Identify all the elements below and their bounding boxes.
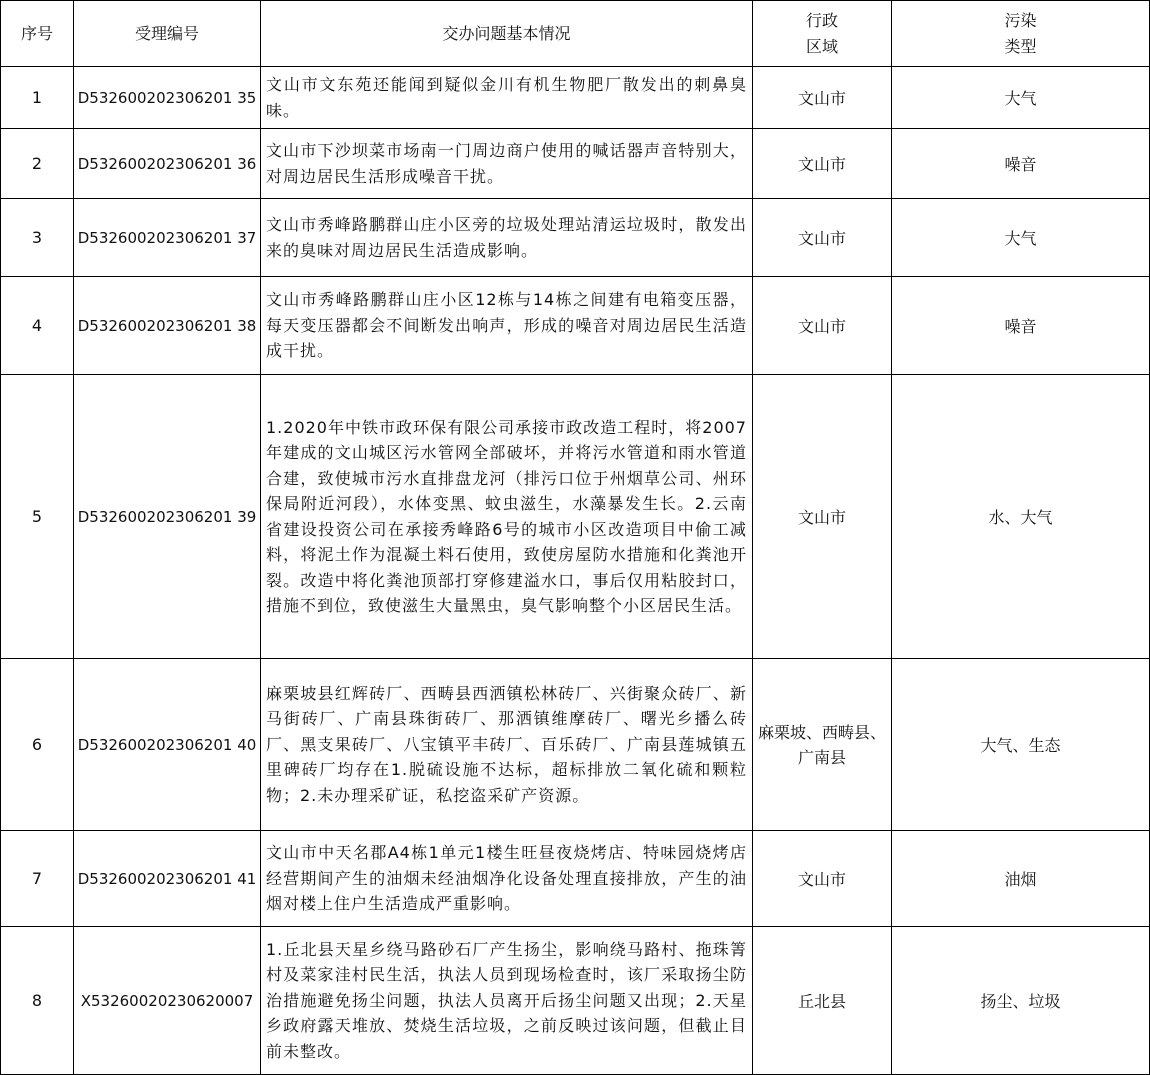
cell-desc: 文山市文东苑还能闻到疑似金川有机生物肥厂散发出的刺鼻臭味。: [261, 67, 753, 129]
table-row: [1, 67, 1150, 129]
header-type-line2: 类型: [1004, 36, 1037, 56]
cell-seq: 6: [1, 659, 74, 831]
cell-type: 噪音: [892, 129, 1150, 199]
cell-seq: 3: [1, 199, 74, 277]
cell-region: 文山市: [753, 199, 892, 277]
table-row: [1, 199, 1150, 277]
header-region-line2: 区域: [805, 36, 838, 56]
table-row: [1, 375, 1150, 659]
cell-region: 丘北县: [753, 927, 892, 1075]
table-row: [1, 129, 1150, 199]
cell-region: 文山市: [753, 277, 892, 375]
cell-code: D532600202306201 35: [74, 67, 261, 129]
cell-desc: 文山市秀峰路鹏群山庄小区12栋与14栋之间建有电箱变压器，每天变压器都会不间断发出响声，形成的噪音对周边居民生活造成干扰。: [261, 277, 753, 375]
cell-seq: 7: [1, 831, 74, 927]
cell-code: D532600202306201 37: [74, 199, 261, 277]
cell-region: 麻栗坡、西畴县、广南县: [753, 659, 892, 831]
cell-code: D532600202306201 39: [74, 375, 261, 659]
cell-code: D532600202306201 36: [74, 129, 261, 199]
cell-desc: 麻栗坡县红辉砖厂、西畴县西洒镇松林砖厂、兴街聚众砖厂、新马街砖厂、广南县珠街砖厂、那洒镇维摩砖厂、曙光乡播么砖厂、黑支果砖厂、八宝镇平丰砖厂、百乐砖厂、广南县莲城镇五里碑砖厂均存在1.脱硫设施不达标，超标排放二氧化硫和颗粒物；2.未办理采矿证，私挖盗采矿产资源。: [261, 659, 753, 831]
cell-type: 扬尘、垃圾: [892, 927, 1150, 1075]
header-region: [753, 1, 892, 67]
cell-seq: 1: [1, 67, 74, 129]
header-type: [892, 1, 1150, 67]
cell-seq: 8: [1, 927, 74, 1075]
table-row: [1, 831, 1150, 927]
cell-code: X53260020230620007: [74, 927, 261, 1075]
cell-type: 水、大气: [892, 375, 1150, 659]
cell-seq: 5: [1, 375, 74, 659]
cell-seq: 4: [1, 277, 74, 375]
header-type-line1: 污染: [1004, 10, 1037, 30]
cell-desc: 文山市秀峰路鹏群山庄小区旁的垃圾处理站清运垃圾时，散发出来的臭味对周边居民生活造成影响。: [261, 199, 753, 277]
cell-region: 文山市: [753, 375, 892, 659]
header-desc: 交办问题基本情况: [261, 1, 753, 67]
cell-code: D532600202306201 41: [74, 831, 261, 927]
header-code: 受理编号: [74, 1, 261, 67]
table-row: [1, 927, 1150, 1075]
cell-type: 油烟: [892, 831, 1150, 927]
cell-region: 文山市: [753, 129, 892, 199]
header-region-line1: 行政: [805, 10, 838, 30]
cell-desc: 文山市下沙坝菜市场南一门周边商户使用的喊话器声音特别大，对周边居民生活形成噪音干扰。: [261, 129, 753, 199]
table-row: [1, 659, 1150, 831]
cell-region: 文山市: [753, 831, 892, 927]
cell-type: 大气: [892, 67, 1150, 129]
cell-desc: 1.丘北县天星乡绕马路砂石厂产生扬尘，影响绕马路村、拖珠箐村及菜家洼村民生活，执法人员到现场检查时，该厂采取扬尘防治措施避免扬尘问题，执法人员离开后扬尘问题又出现；2.天星乡政府露天堆放、焚烧生活垃圾，之前反映过该问题，但截止目前未整改。: [261, 927, 753, 1075]
cell-code: D532600202306201 38: [74, 277, 261, 375]
cell-desc: 1.2020年中铁市政环保有限公司承接市政改造工程时，将2007年建成的文山城区污水管网全部破坏，并将污水管道和雨水管道合建，致使城市污水直排盘龙河（排污口位于州烟草公司、州环保局附近河段），水体变黑、蚊虫滋生，水藻暴发生长。2.云南省建设投资公司在承接秀峰路6号的城市小区改造项目中偷工减料，将泥土作为混凝土料石使用，致使房屋防水措施和化粪池开裂。改造中将化粪池顶部打穿修建溢水口，事后仅用粘胶封口，措施不到位，致使滋生大量黑虫，臭气影响整个小区居民生活。: [261, 375, 753, 659]
table-row: [1, 277, 1150, 375]
cell-code: D532600202306201 40: [74, 659, 261, 831]
cell-seq: 2: [1, 129, 74, 199]
cell-region: 文山市: [753, 67, 892, 129]
cell-type: 大气、生态: [892, 659, 1150, 831]
cell-desc: 文山市中天名郡A4栋1单元1楼生旺昼夜烧烤店、特味园烧烤店经营期间产生的油烟未经油烟净化设备处理直接排放，产生的油烟对楼上住户生活造成严重影响。: [261, 831, 753, 927]
cell-type: 噪音: [892, 277, 1150, 375]
table-header-row: [1, 1, 1150, 67]
header-seq: 序号: [1, 1, 74, 67]
cell-type: 大气: [892, 199, 1150, 277]
